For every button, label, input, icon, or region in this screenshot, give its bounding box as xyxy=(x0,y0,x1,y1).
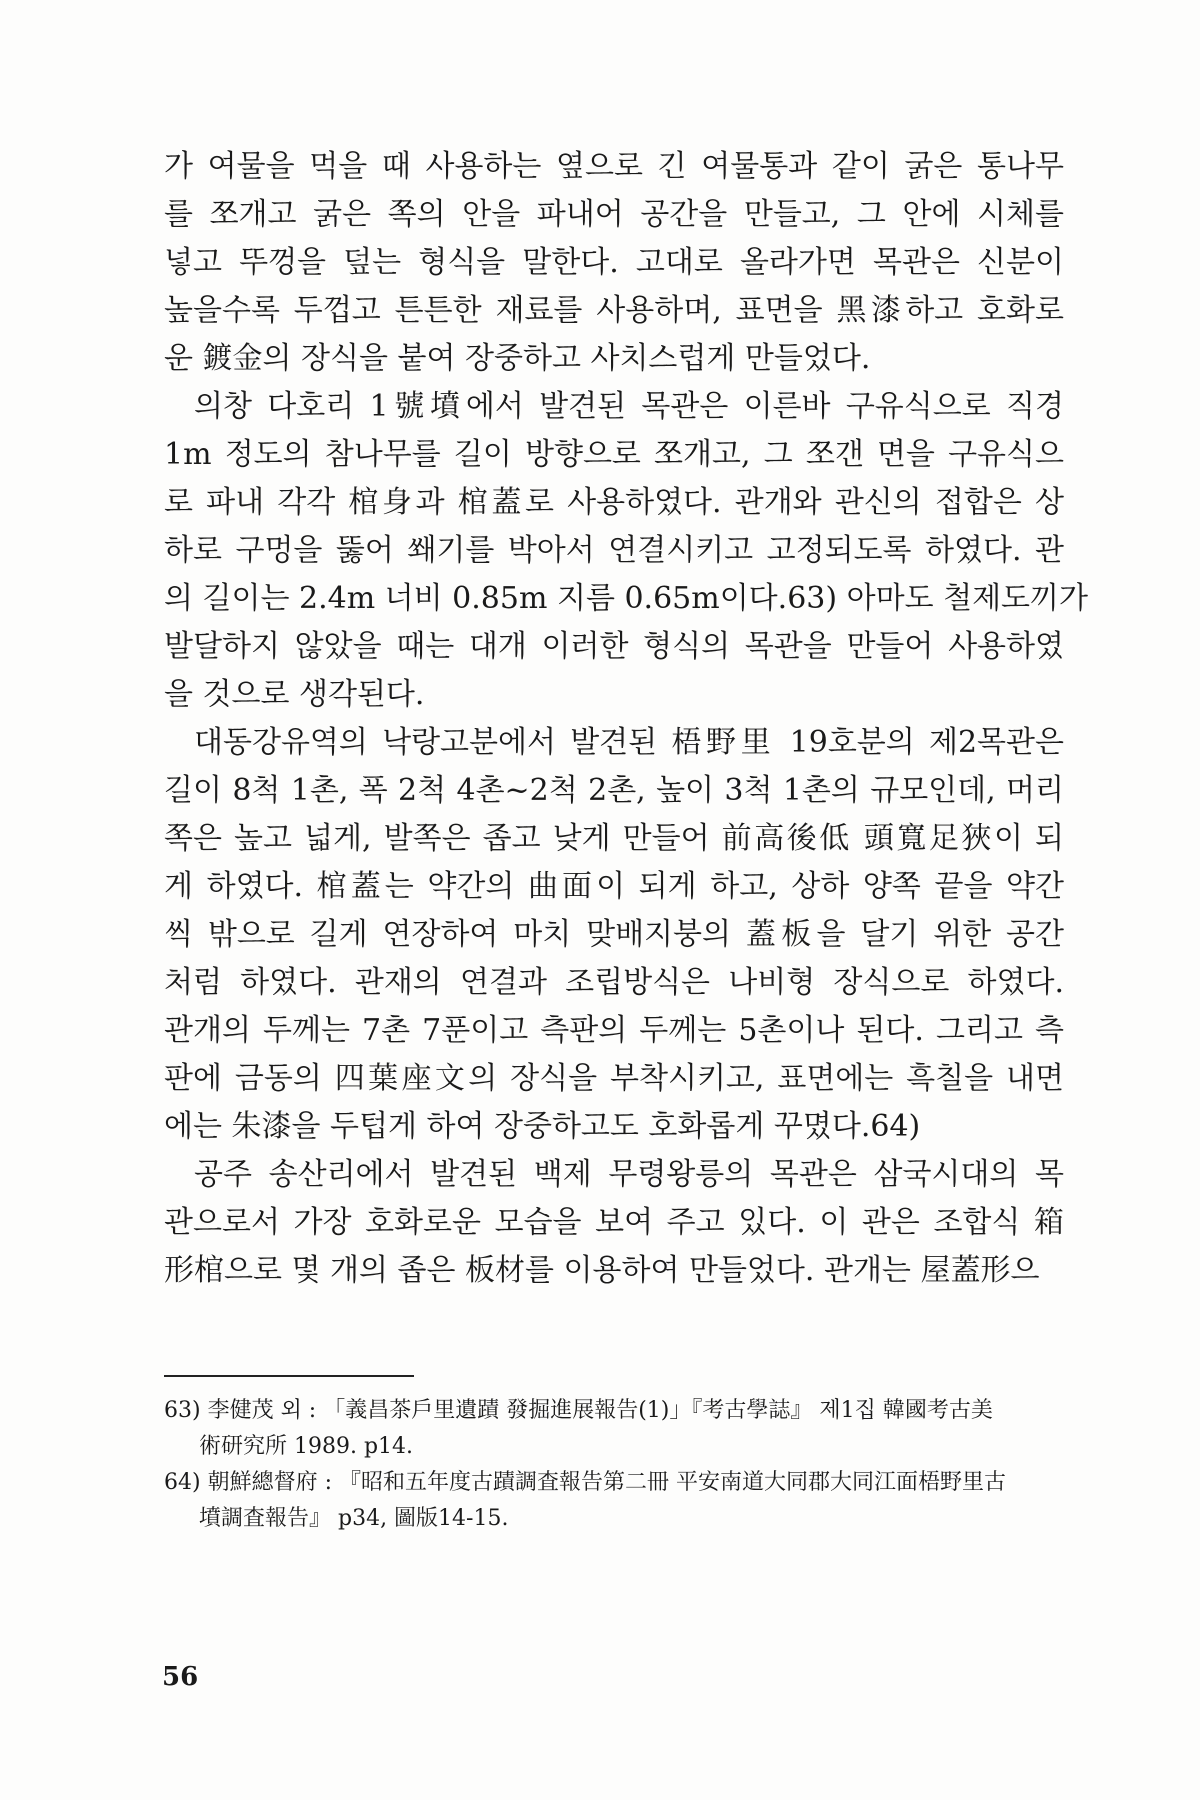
text-line: 관개의 두께는 7촌 7푼이고 측판의 두께는 5촌이나 된다. 그리고 측 xyxy=(164,1013,1064,1048)
text-line: 의창 다호리 1號墳에서 발견된 목관은 이른바 구유식으로 직경 xyxy=(194,389,1064,424)
footnote-line: 墳調査報告』 p34, 圖版14-15. xyxy=(199,1506,509,1531)
footnote xyxy=(164,1465,1064,1537)
text-line: 넣고 뚜껑을 덮는 형식을 말한다. 고대로 올라가면 목관은 신분이 xyxy=(164,245,1064,280)
paragraph xyxy=(164,383,1088,719)
text-line: 1m 정도의 참나무를 길이 방향으로 쪼개고, 그 쪼갠 면을 구유식으 xyxy=(164,437,1064,472)
text-line: 쪽은 높고 넓게, 발쪽은 좁고 낮게 만들어 前高後低 頭寬足狹이 되 xyxy=(164,821,1064,856)
paragraph xyxy=(164,1151,1064,1295)
text-line: 공주 송산리에서 발견된 백제 무령왕릉의 목관은 삼국시대의 목 xyxy=(194,1157,1064,1192)
text-line: 관으로서 가장 호화로운 모습을 보여 주고 있다. 이 관은 조합식 箱 xyxy=(164,1205,1064,1240)
text-line: 처럼 하였다. 관재의 연결과 조립방식은 나비형 장식으로 하였다. xyxy=(164,965,1064,1000)
text-line: 게 하였다. 棺蓋는 약간의 曲面이 되게 하고, 상하 양쪽 끝을 약간 xyxy=(164,869,1064,904)
text-line: 의 길이는 2.4m 너비 0.85m 지름 0.65m이다.63) 아마도 철제도끼가 xyxy=(164,581,1088,616)
text-line: 하로 구멍을 뚫어 쐐기를 박아서 연결시키고 고정되도록 하였다. 관 xyxy=(164,533,1064,568)
text-line: 높을수록 두껍고 튼튼한 재료를 사용하며, 표면을 黑漆하고 호화로 xyxy=(164,293,1064,328)
text-line: 판에 금동의 四葉座文의 장식을 부착시키고, 표면에는 흑칠을 내면 xyxy=(164,1061,1065,1096)
footnote-line: 術研究所 1989. p14. xyxy=(199,1434,414,1459)
paragraph xyxy=(164,719,1064,1151)
text-line: 운 鍍金의 장식을 붙여 장중하고 사치스럽게 만들었다. xyxy=(164,341,871,376)
text-line: 대동강유역의 낙랑고분에서 발견된 梧野里 19호분의 제2목관은 xyxy=(194,725,1064,760)
text-line: 로 파내 각각 棺身과 棺蓋로 사용하였다. 관개와 관신의 접합은 상 xyxy=(164,485,1064,520)
footnote-line: 63) 李健茂 외 : 「義昌茶戶里遺蹟 發掘進展報告(1)」『考古學誌』 제1집 韓國考古美 xyxy=(164,1398,993,1423)
text-line: 길이 8척 1촌, 폭 2척 4촌~2척 2촌, 높이 3척 1촌의 규모인데, 머리 xyxy=(164,773,1064,808)
text-line: 씩 밖으로 길게 연장하여 마치 맞배지붕의 蓋板을 달기 위한 공간 xyxy=(164,917,1064,952)
footnote-line: 64) 朝鮮總督府 : 『昭和五年度古蹟調査報告第二冊 平安南道大同郡大同江面梧野里古 xyxy=(164,1470,1006,1495)
text-line: 을 것으로 생각된다. xyxy=(164,677,425,712)
text-line: 를 쪼개고 굵은 쪽의 안을 파내어 공간을 만들고, 그 안에 시체를 xyxy=(164,197,1064,232)
page-number: 56 xyxy=(162,1662,199,1692)
text-line: 발달하지 않았을 때는 대개 이러한 형식의 목관을 만들어 사용하였 xyxy=(164,629,1064,664)
text-line: 에는 朱漆을 두텁게 하여 장중하고도 호화롭게 꾸몄다.64) xyxy=(164,1109,921,1144)
paragraph xyxy=(164,143,1064,383)
footnote-divider xyxy=(164,1375,414,1377)
footnote xyxy=(164,1393,1064,1465)
body-text xyxy=(164,143,1088,1295)
text-line: 形棺으로 몇 개의 좁은 板材를 이용하여 만들었다. 관개는 屋蓋形으 xyxy=(164,1253,1040,1288)
footnotes xyxy=(164,1393,1064,1537)
text-line: 가 여물을 먹을 때 사용하는 옆으로 긴 여물통과 같이 굵은 통나무 xyxy=(164,149,1064,184)
